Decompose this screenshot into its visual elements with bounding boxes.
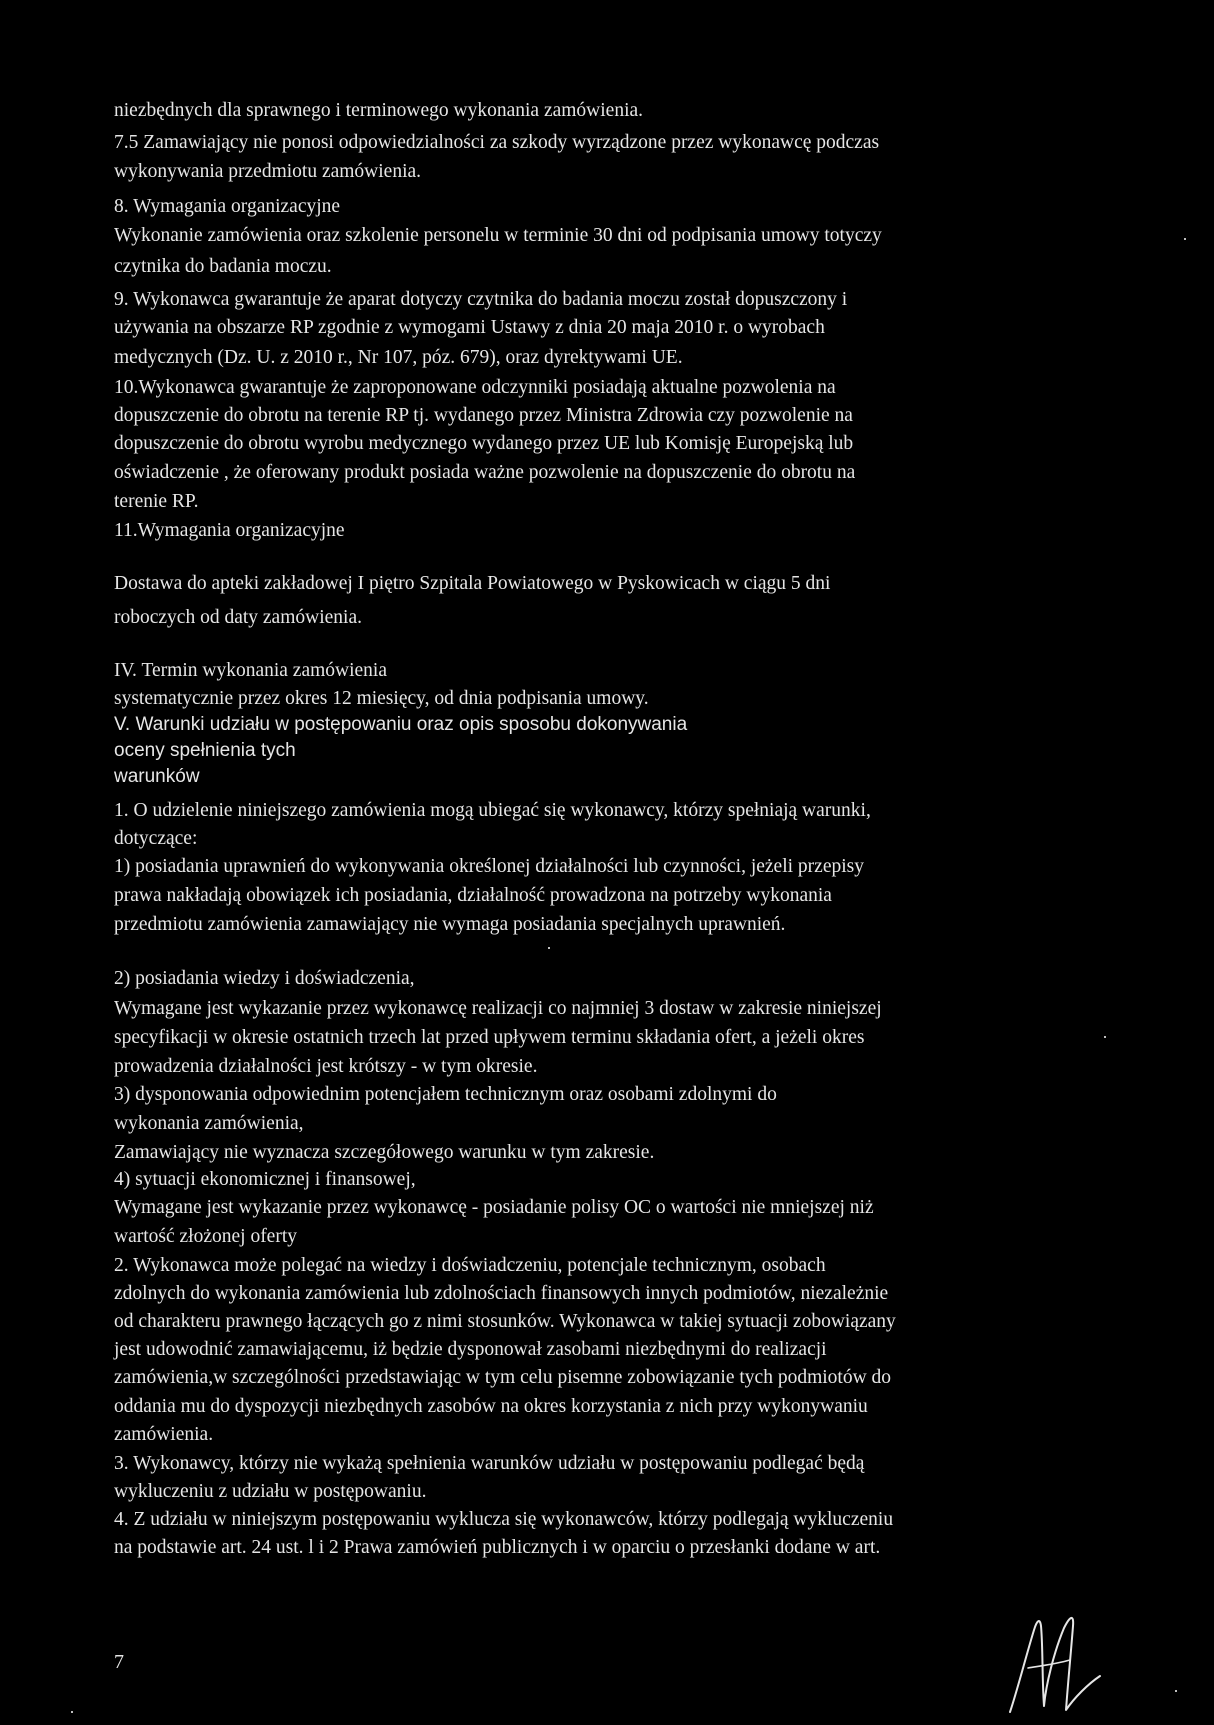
- scan-speck: [1184, 238, 1186, 240]
- scan-speck: [548, 947, 550, 949]
- text-line-30: specyfikacji w okresie ostatnich trzech lat przed upływem terminu składania ofert, a jeżeli okres: [114, 1027, 865, 1048]
- text-line-9: medycznych (Dz. U. z 2010 r., Nr 107, póz. 679), oraz dyrektywami UE.: [114, 347, 683, 368]
- text-line-14: terenie RP.: [114, 491, 199, 512]
- section-heading-11: 11.Wymagania organizacyjne: [114, 520, 345, 541]
- text-line-5: Wykonanie zamówienia oraz szkolenie personelu w terminie 30 dni od podpisania umowy totyczy: [114, 225, 882, 246]
- text-line-45: 3. Wykonawcy, którzy nie wykażą spełnienia warunków udziału w postępowaniu podlegać będą: [114, 1453, 865, 1474]
- text-line-3: wykonywania przedmiotu zamówienia.: [114, 161, 422, 182]
- text-line-31: prowadzenia działalności jest krótszy - w tym okresie.: [114, 1056, 538, 1077]
- text-line-26: prawa nakładają obowiązek ich posiadania, działalność prowadzona na potrzeby wykonania: [114, 885, 832, 906]
- text-line-2: 7.5 Zamawiający nie ponosi odpowiedzialności za szkody wyrządzone przez wykonawcę podczas: [114, 132, 880, 153]
- text-line-44: zamówienia.: [114, 1424, 214, 1445]
- text-line-46: wykluczeniu z udziału w postępowaniu.: [114, 1481, 427, 1502]
- text-line-19: systematycznie przez okres 12 miesięcy, od dnia podpisania umowy.: [114, 688, 649, 709]
- text-line-29: Wymagane jest wykazanie przez wykonawcę realizacji co najmniej 3 dostaw w zakresie niniejszej: [114, 998, 882, 1019]
- section-heading-v-cont2: warunków: [114, 766, 200, 787]
- text-line-40: od charakteru prawnego łączących go z nimi stosunków. Wykonawca w takiej sytuacji zobowiązany: [114, 1311, 896, 1332]
- text-line-17: roboczych od daty zamówienia.: [114, 607, 362, 628]
- text-line-24: dotyczące:: [114, 828, 198, 849]
- section-heading-v: V. Warunki udziału w postępowaniu oraz opis sposobu dokonywania: [114, 714, 688, 735]
- text-line-35: 4) sytuacji ekonomicznej i finansowej,: [114, 1169, 416, 1190]
- text-line-13: oświadczenie , że oferowany produkt posiada ważne pozwolenie na dopuszczenie do obrotu na: [114, 462, 856, 483]
- page-number: 7: [114, 1651, 124, 1673]
- section-heading-8: 8. Wymagania organizacyjne: [114, 196, 341, 217]
- text-line-38: 2. Wykonawca może polegać na wiedzy i doświadczeniu, potencjale technicznym, osobach: [114, 1255, 826, 1276]
- text-line-11: dopuszczenie do obrotu na terenie RP tj. wydanego przez Ministra Zdrowia czy pozwolenie na: [114, 405, 853, 426]
- text-line-39: zdolnych do wykonania zamówienia lub zdolnościach finansowych innych podmiotów, niezależnie: [114, 1283, 889, 1304]
- text-line-16: Dostawa do apteki zakładowej I piętro Szpitala Powiatowego w Pyskowicach w ciągu 5 dni: [114, 573, 831, 594]
- text-line-23: 1. O udzielenie niniejszego zamówienia mogą ubiegać się wykonawcy, którzy spełniają warunki,: [114, 800, 871, 821]
- scan-speck: [71, 1711, 73, 1713]
- text-line-43: oddania mu do dyspozycji niezbędnych zasobów na okres korzystania z nich przy wykonywaniu: [114, 1396, 868, 1417]
- text-line-47: 4. Z udziału w niniejszym postępowaniu wyklucza się wykonawców, którzy podlegają wykluczeniu: [114, 1509, 894, 1530]
- signature-icon: [1004, 1608, 1104, 1718]
- section-heading-v-cont: oceny spełnienia tych: [114, 740, 296, 761]
- text-line-8: używania na obszarze RP zgodnie z wymogami Ustawy z dnia 20 maja 2010 r. o wyrobach: [114, 317, 825, 338]
- text-line-12: dopuszczenie do obrotu wyrobu medycznego wydanego przez UE lub Komisję Europejską lub: [114, 433, 854, 454]
- text-line-37: wartość złożonej oferty: [114, 1226, 298, 1247]
- text-line-1: niezbędnych dla sprawnego i terminowego wykonania zamówienia.: [114, 100, 644, 121]
- text-line-32: 3) dysponowania odpowiednim potencjałem technicznym oraz osobami zdolnymi do: [114, 1084, 777, 1105]
- text-line-33: wykonania zamówienia,: [114, 1113, 304, 1134]
- text-line-36: Wymagane jest wykazanie przez wykonawcę - posiadanie polisy OC o wartości nie mniejszej niż: [114, 1197, 874, 1218]
- text-line-34: Zamawiający nie wyznacza szczegółowego warunku w tym zakresie.: [114, 1142, 655, 1163]
- text-line-25: 1) posiadania uprawnień do wykonywania określonej działalności lub czynności, jeżeli przepisy: [114, 856, 864, 877]
- text-line-41: jest udowodnić zamawiającemu, iż będzie dysponował zasobami niezbędnymi do realizacji: [114, 1339, 827, 1360]
- text-line-7: 9. Wykonawca gwarantuje że aparat dotyczy czytnika do badania moczu został dopuszczony i: [114, 289, 848, 310]
- section-heading-iv: IV. Termin wykonania zamówienia: [114, 660, 388, 681]
- text-line-28: 2) posiadania wiedzy i doświadczenia,: [114, 968, 415, 989]
- text-line-6: czytnika do badania moczu.: [114, 256, 332, 277]
- text-line-27: przedmiotu zamówienia zamawiający nie wymaga posiadania specjalnych uprawnień.: [114, 914, 786, 935]
- text-line-48: na podstawie art. 24 ust. l i 2 Prawa zamówień publicznych i w oparciu o przesłanki dodane w art.: [114, 1537, 881, 1558]
- text-line-10: 10.Wykonawca gwarantuje że zaproponowane odczynniki posiadają aktualne pozwolenia na: [114, 377, 836, 398]
- scan-speck: [1104, 1036, 1106, 1038]
- text-line-42: zamówienia,w szczególności przedstawiając w tym celu pisemne zobowiązanie tych podmiotów do: [114, 1367, 892, 1388]
- scan-speck: [1175, 1690, 1177, 1692]
